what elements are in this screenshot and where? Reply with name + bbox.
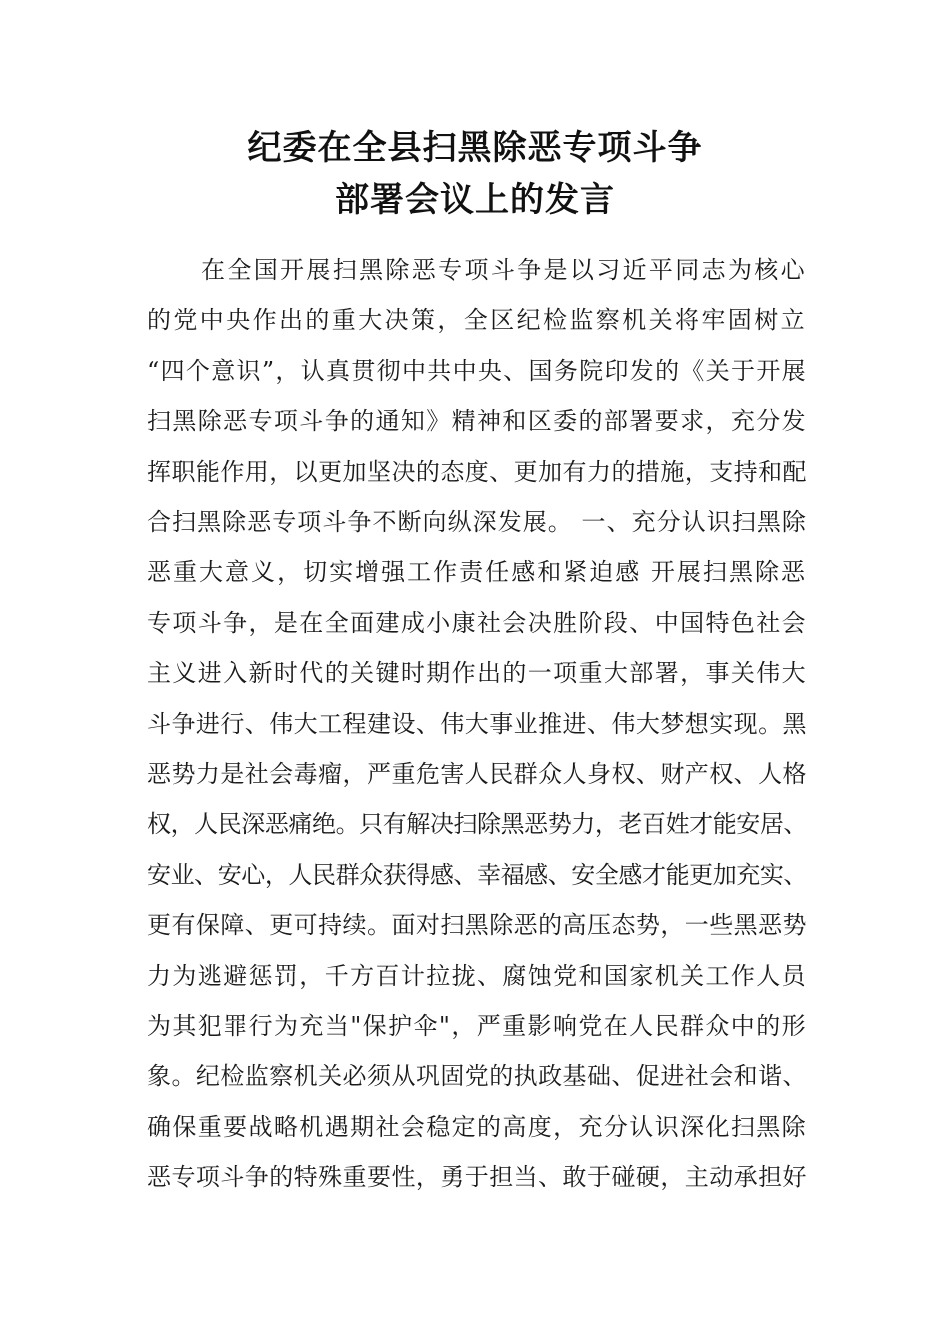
body-line: 恶势力是社会毒瘤，严重危害人民群众人身权、财产权、人格 bbox=[147, 760, 807, 788]
body-line: 的党中央作出的重大决策，全区纪检监察机关将牢固树立 bbox=[147, 306, 807, 335]
body-line: 恶重大意义，切实增强工作责任感和紧迫感 开展扫黑除恶 bbox=[147, 558, 807, 587]
body-line: 专项斗争，是在全面建成小康社会决胜阶段、中国特色社会 bbox=[147, 608, 807, 637]
body-line: 主义进入新时代的关键时期作出的一项重大部署，事关伟大 bbox=[147, 659, 807, 688]
body-line: “四个意识”，认真贯彻中共中央、国务院印发的《关于开展 bbox=[147, 356, 807, 385]
body-line: 象。纪检监察机关必须从巩固党的执政基础、促进社会和谐、 bbox=[147, 1062, 807, 1091]
body-line: 在全国开展扫黑除恶专项斗争是以习近平同志为核心 bbox=[201, 256, 807, 284]
body-line: 权，人民深恶痛绝。只有解决扫除黑恶势力，老百姓才能安居、 bbox=[147, 810, 807, 839]
body-line: 更有保障、更可持续。面对扫黑除恶的高压态势，一些黑恶势 bbox=[147, 911, 807, 940]
document-title-line-1: 纪委在全县扫黑除恶专项斗争 bbox=[247, 128, 703, 168]
body-line: 合扫黑除恶专项斗争不断向纵深发展。 一、充分认识扫黑除 bbox=[147, 508, 807, 536]
body-line: 安业、安心，人民群众获得感、幸福感、安全感才能更加充实、 bbox=[147, 860, 807, 889]
body-line: 恶专项斗争的特殊重要性，勇于担当、敢于碰硬，主动承担好 bbox=[147, 1163, 807, 1192]
body-line: 挥职能作用，以更加坚决的态度、更加有力的措施，支持和配 bbox=[147, 457, 807, 486]
body-line: 确保重要战略机遇期社会稳定的高度，充分认识深化扫黑除 bbox=[147, 1112, 807, 1141]
document-title-line-2: 部署会议上的发言 bbox=[335, 180, 615, 220]
body-line: 斗争进行、伟大工程建设、伟大事业推进、伟大梦想实现。黑 bbox=[147, 709, 807, 738]
body-line: 扫黑除恶专项斗争的通知》精神和区委的部署要求，充分发 bbox=[147, 407, 807, 436]
body-line: 为其犯罪行为充当"保护伞"，严重影响党在人民群众中的形 bbox=[147, 1012, 807, 1040]
body-line: 力为逃避惩罚，千方百计拉拢、腐蚀党和国家机关工作人员 bbox=[147, 961, 807, 990]
